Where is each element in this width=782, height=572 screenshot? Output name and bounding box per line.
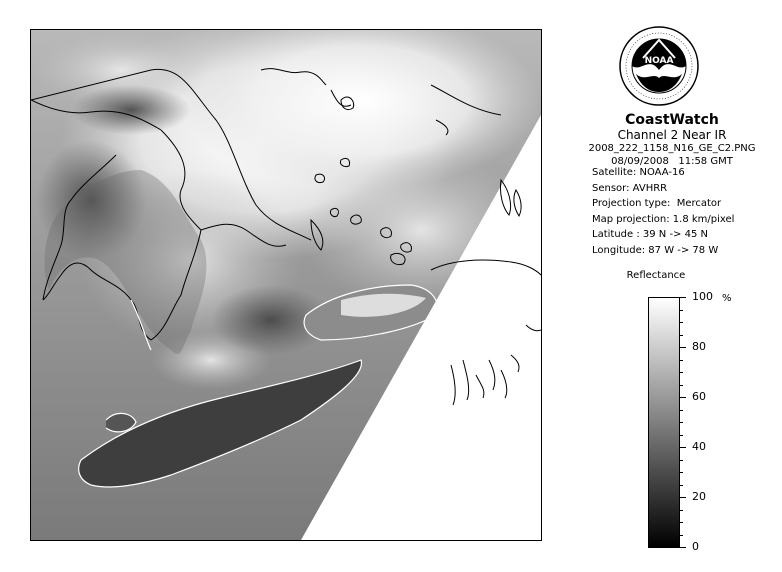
colorbar-major-tick: [680, 297, 686, 298]
colorbar-major-tick: [680, 497, 686, 498]
sensor-label: Sensor: AVHRR: [592, 182, 668, 194]
filename-label: 2008_222_1158_N16_GE_C2.PNG: [588, 143, 756, 154]
satellite-label: Satellite: NOAA-16: [592, 167, 685, 178]
colorbar-tick-label: 20: [692, 490, 706, 503]
reflectance-colorbar: [648, 297, 680, 548]
colorbar-minor-tick: [680, 460, 683, 461]
colorbar-minor-tick: [680, 485, 683, 486]
colorbar-minor-tick: [680, 522, 683, 523]
colorbar-minor-tick: [680, 535, 683, 536]
colorbar-minor-tick: [680, 385, 683, 386]
longitude-label: Longitude: 87 W -> 78 W: [592, 244, 719, 256]
colorbar-minor-tick: [680, 410, 683, 411]
satellite-image: [31, 30, 541, 540]
colorbar-minor-tick: [680, 310, 683, 311]
colorbar-tick-label: 40: [692, 440, 706, 453]
noaa-logo: [619, 26, 699, 106]
latitude-label: Latitude : 39 N -> 45 N: [592, 229, 708, 240]
dark-land: [71, 85, 191, 135]
colorbar-tick-label: 100: [692, 290, 713, 303]
legend-title: Reflectance: [626, 270, 686, 281]
colorbar-tick-label: 80: [692, 340, 706, 353]
projection-type-label: Projection type: Mercator: [592, 198, 722, 209]
datetime-label: 08/09/2008 11:58 GMT: [611, 156, 733, 167]
legend-unit: %: [722, 293, 732, 304]
colorbar-minor-tick: [680, 472, 683, 473]
colorbar-minor-tick: [680, 422, 683, 423]
colorbar-major-tick: [680, 447, 686, 448]
product-title: CoastWatch: [625, 112, 719, 128]
metadata-block: [592, 165, 778, 258]
colorbar-minor-tick: [680, 360, 683, 361]
colorbar-minor-tick: [680, 435, 683, 436]
colorbar-tick-label: 0: [692, 540, 699, 553]
map-projection-label: Map projection: 1.8 km/pixel: [592, 213, 735, 225]
colorbar-major-tick: [680, 547, 686, 548]
image-header: [566, 112, 778, 168]
colorbar-major-tick: [680, 397, 686, 398]
colorbar-minor-tick: [680, 322, 683, 323]
channel-label: Channel 2 Near IR: [617, 128, 727, 142]
colorbar-minor-tick: [680, 510, 683, 511]
colorbar-major-tick: [680, 347, 686, 348]
colorbar-minor-tick: [680, 335, 683, 336]
colorbar-tick-label: 60: [692, 390, 706, 403]
satellite-map: [30, 29, 542, 541]
colorbar-minor-tick: [680, 372, 683, 373]
logo-text: NOAA: [644, 56, 674, 66]
